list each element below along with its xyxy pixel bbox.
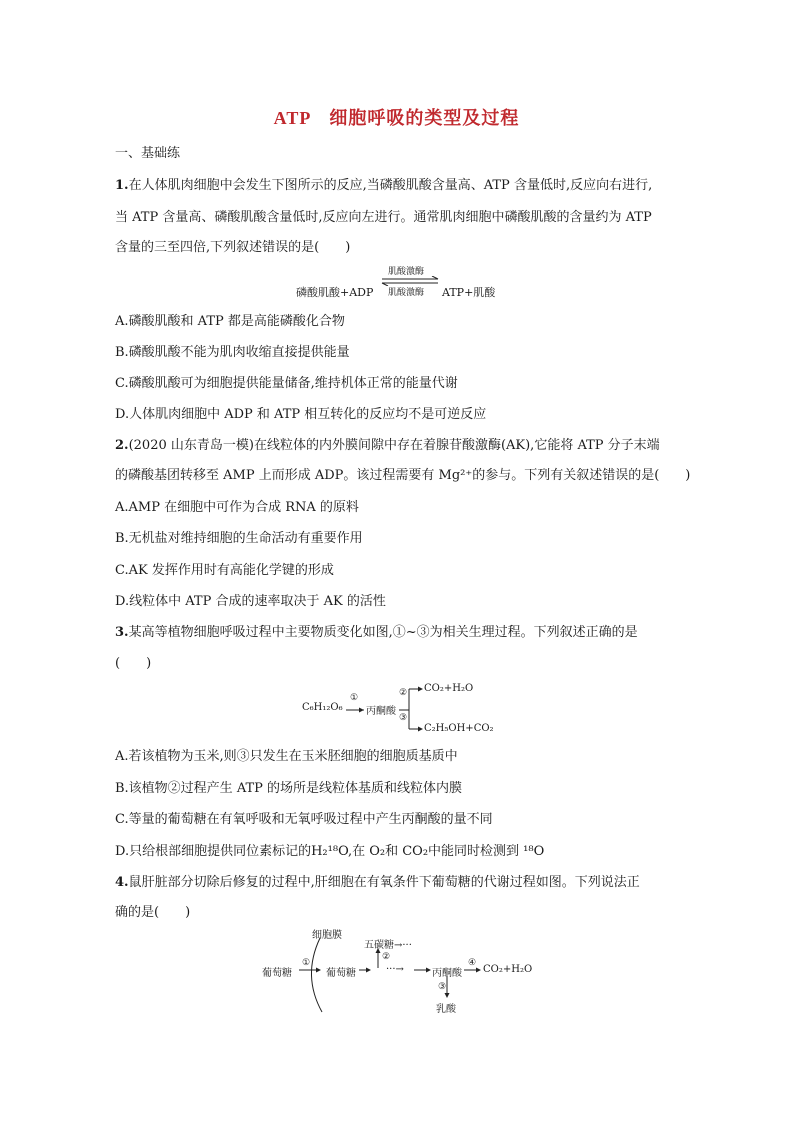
q4-pyruvate: 丙酮酸	[432, 968, 462, 979]
q3-line-1: 3.某高等植物细胞呼吸过程中主要物质变化如图,①~③为相关生理过程。下列叙述正确的是	[115, 625, 638, 640]
q3-glucose: C₆H₁₂O₆	[302, 702, 343, 713]
q1-enzyme-bottom: 肌酸激酶	[388, 288, 425, 298]
q2-number: 2.	[115, 438, 129, 453]
q2-line-2: 的磷酸基团转移至 AMP 上而形成 ADP。该过程需要有 Mg²⁺的参与。下列有关叙述错误的是( )	[115, 468, 691, 483]
q4-metabolism-diagram	[262, 924, 552, 1016]
q2-option-a: A.AMP 在细胞中可作为合成 RNA 的原料	[115, 500, 359, 515]
q2-line-1: 2.(2020 山东青岛一模)在线粒体的内外膜间隙中存在着腺苷酸激酶(AK),它能将 ATP 分子末端	[115, 438, 660, 453]
q3-option-c: C.等量的葡萄糖在有氧呼吸和无氧呼吸过程中产生丙酮酸的量不同	[115, 812, 493, 827]
q2-option-b: B.无机盐对维持细胞的生命活动有重要作用	[115, 531, 363, 546]
q1-option-b: B.磷酸肌酸不能为肌肉收缩直接提供能量	[115, 345, 350, 360]
q3-branch-arrows	[398, 684, 424, 734]
q3-pyruvate: 丙酮酸	[366, 706, 396, 717]
q4-step-4: ④	[468, 958, 477, 968]
q3-line-2: ( )	[115, 656, 152, 671]
q1-option-a: A.磷酸肌酸和 ATP 都是高能磷酸化合物	[115, 314, 345, 329]
q4-pentose: 五碳糖→···	[364, 940, 412, 951]
q1-reaction-diagram	[296, 262, 506, 302]
q4-dots: ···→	[386, 964, 404, 975]
q3-respiration-diagram	[302, 680, 502, 736]
q3-aerobic-product: CO₂+H₂O	[424, 683, 474, 694]
q3-number: 3.	[115, 625, 129, 640]
q3-step-2: ②	[399, 688, 408, 698]
q4-line-1: 4.鼠肝脏部分切除后修复的过程中,肝细胞在有氧条件下葡萄糖的代谢过程如图。下列说法正	[115, 875, 640, 890]
q2-option-c: C.AK 发挥作用时有高能化学键的形成	[115, 563, 334, 578]
q4-step-1: ①	[302, 958, 311, 968]
q1-enzyme-top: 肌酸激酶	[388, 267, 425, 277]
q1-option-c: C.磷酸肌酸可为细胞提供能量储备,维持机体正常的能量代谢	[115, 376, 458, 391]
q4-step-2: ②	[382, 952, 391, 962]
q3-arrow-1	[346, 706, 366, 714]
q1-number: 1.	[115, 178, 129, 193]
q3-step-1: ①	[350, 693, 359, 703]
section-heading: 一、基础练	[115, 146, 181, 161]
q3-anaerobic-product: C₂H₅OH+CO₂	[424, 723, 494, 734]
q4-number: 4.	[115, 875, 129, 890]
q4-final-product: CO₂+H₂O	[483, 964, 533, 975]
q4-step-3: ③	[438, 982, 447, 992]
q4-membrane-label: 细胞膜	[312, 930, 342, 941]
page-title: ATP 细胞呼吸的类型及过程	[273, 108, 520, 128]
q4-lactate: 乳酸	[436, 1004, 456, 1015]
q1-line-3: 含量的三至四倍,下列叙述错误的是( )	[115, 240, 351, 255]
q3-option-a: A.若该植物为玉米,则③只发生在玉米胚细胞的细胞质基质中	[115, 749, 458, 764]
q4-outside-glucose: 葡萄糖	[262, 968, 292, 979]
q3-step-3: ③	[399, 713, 408, 723]
q1-reactants: 磷酸肌酸+ADP	[296, 286, 374, 299]
q4-line-2: 确的是( )	[115, 905, 191, 920]
q1-products: ATP+肌酸	[442, 286, 496, 299]
q1-option-d: D.人体肌肉细胞中 ADP 和 ATP 相互转化的反应均不是可逆反应	[115, 407, 487, 422]
q4-inside-glucose: 葡萄糖	[326, 968, 356, 979]
q3-option-d: D.只给根部细胞提供同位素标记的H₂¹⁸O,在 O₂和 CO₂中能同时检测到 ¹⁸O	[115, 844, 545, 859]
q1-line-1: 1.在人体肌肉细胞中会发生下图所示的反应,当磷酸肌酸含量高、ATP 含量低时,反应向右进行,	[115, 178, 653, 193]
q1-line-2: 当 ATP 含量高、磷酸肌酸含量低时,反应向左进行。通常肌肉细胞中磷酸肌酸的含量约为 ATP	[115, 210, 652, 225]
q3-option-b: B.该植物②过程产生 ATP 的场所是线粒体基质和线粒体内膜	[115, 781, 463, 796]
q2-option-d: D.线粒体中 ATP 合成的速率取决于 AK 的活性	[115, 594, 386, 609]
